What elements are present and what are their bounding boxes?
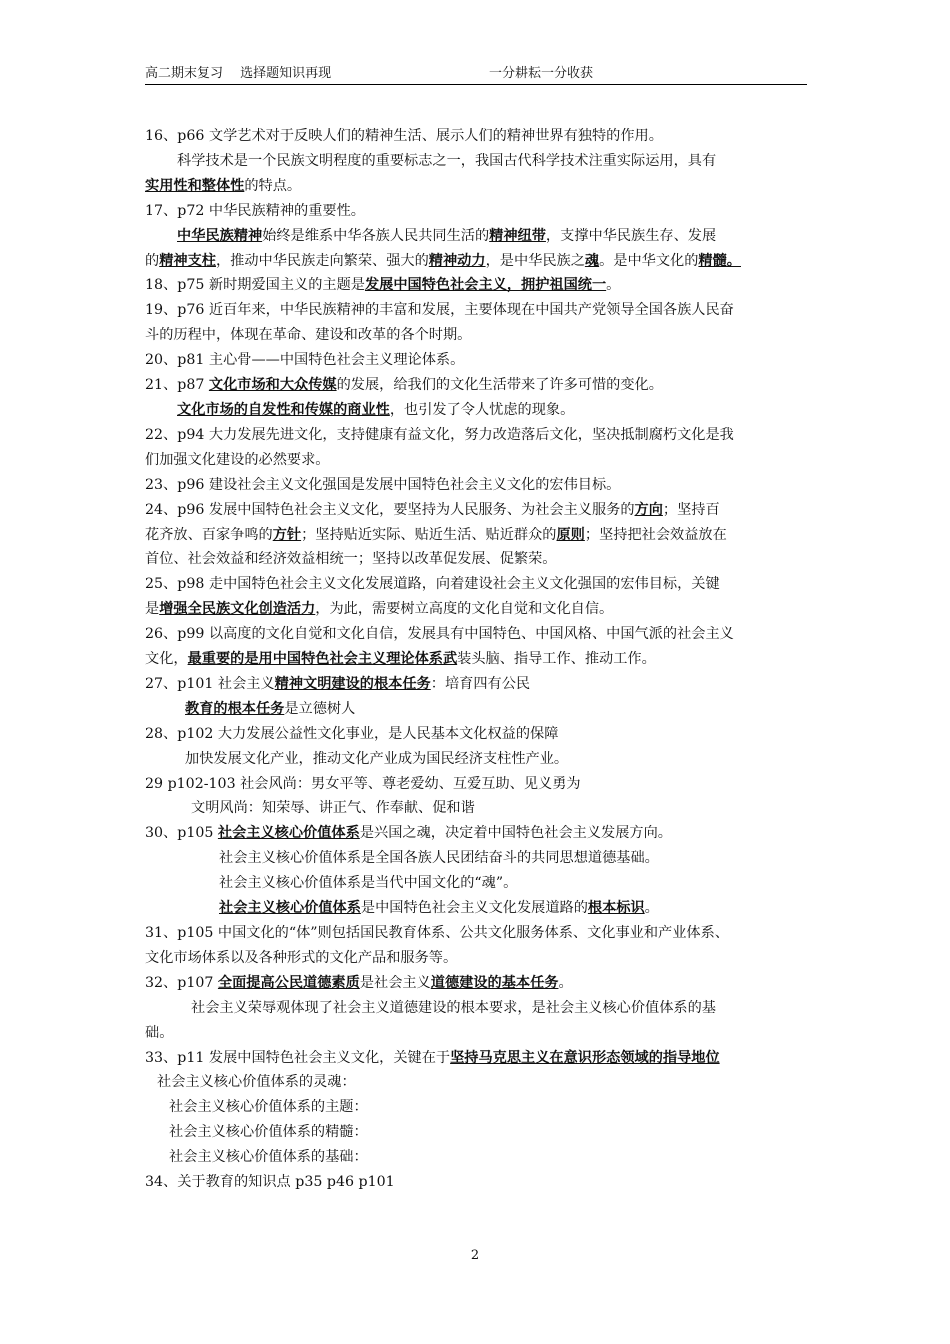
item-23: 23、p96 建设社会主义文化强国是发展中国特色社会主义文化的宏伟目标。 xyxy=(145,476,621,493)
header-right: 一分耕耘一分收获 xyxy=(489,66,594,81)
item-24: 24、p96 发展中国特色社会主义文化，要坚持为人民服务、为社会主义服务的方向；坚持百 xyxy=(145,501,720,518)
item-26-cont: 文化，最重要的是用中国特色社会主义理论体系武装头脑、指导工作、推动工作。 xyxy=(145,651,656,668)
item-33-soul: 社会主义核心价值体系的灵魂： xyxy=(157,1074,356,1091)
item-19: 19、p76 近百年来，中华民族精神的丰富和发展，主要体现在中国共产党领导全国各族人民奋 xyxy=(145,302,734,319)
item-19-cont: 斗的历程中，体现在革命、建设和改革的各个时期。 xyxy=(145,327,472,344)
item-26: 26、p99 以高度的文化自觉和文化自信，发展具有中国特色、中国风格、中国气派的社会主义 xyxy=(145,626,734,643)
item-22-cont: 们加强文化建设的必然要求。 xyxy=(145,451,330,468)
item-32-detail-cont: 础。 xyxy=(145,1024,174,1041)
item-24-cont: 花齐放、百家争鸣的方针；坚持贴近实际、贴近生活、贴近群众的原则；坚持把社会效益放在 xyxy=(145,526,727,543)
item-17: 17、p72 中华民族精神的重要性。 xyxy=(145,202,365,219)
page-number: 2 xyxy=(470,1248,480,1263)
item-21: 21、p87 文化市场和大众传媒的发展，给我们的文化生活带来了许多可惜的变化。 xyxy=(145,377,663,394)
item-20: 20、p81 主心骨——中国特色社会主义理论体系。 xyxy=(145,352,465,369)
item-31-cont: 文化市场体系以及各种形式的文化产品和服务等。 xyxy=(145,949,458,966)
document-body xyxy=(145,124,813,1195)
item-24-cont2: 首位、社会效益和经济效益相统一；坚持以改革促发展、促繁荣。 xyxy=(145,551,557,568)
item-31: 31、p105 中国文化的“体”则包括国民教育体系、公共文化服务体系、文化事业和产业体系、 xyxy=(145,925,729,941)
item-27: 27、p101 社会主义精神文明建设的根本任务：培育四有公民 xyxy=(145,675,531,692)
item-29: 29 p102-103 社会风尚：男女平等、尊老爱幼、互爱互助、见义勇为 xyxy=(145,775,581,792)
item-29-detail: 文明风尚：知荣辱、讲正气、作奉献、促和谐 xyxy=(191,800,475,817)
item-17-detail-cont: 的精神支柱，推动中华民族走向繁荣、强大的精神动力，是中华民族之魂。是中华文化的精髓。 xyxy=(145,252,741,269)
item-30-detail-3: 社会主义核心价值体系是中国特色社会主义文化发展道路的根本标识。 xyxy=(219,900,659,917)
item-22: 22、p94 大力发展先进文化，支持健康有益文化，努力改造落后文化，坚决抵制腐朽文化是我 xyxy=(145,426,734,443)
item-32: 32、p107 全面提高公民道德素质是社会主义道德建设的基本任务。 xyxy=(145,974,573,991)
item-25: 25、p98 走中国特色社会主义文化发展道路，向着建设社会主义文化强国的宏伟目标，关键 xyxy=(145,576,720,593)
item-33-theme: 社会主义核心价值体系的主题： xyxy=(169,1099,368,1116)
item-30-detail-1: 社会主义核心价值体系是全国各族人民团结奋斗的共同思想道德基础。 xyxy=(219,850,659,867)
item-28: 28、p102 大力发展公益性文化事业，是人民基本文化权益的保障 xyxy=(145,725,559,742)
item-17-detail: 中华民族精神始终是维系中华各族人民共同生活的精神纽带，支撑中华民族生存、发展 xyxy=(177,227,717,244)
item-30: 30、p105 社会主义核心价值体系是兴国之魂，决定着中国特色社会主义发展方向。 xyxy=(145,825,672,842)
item-18: 18、p75 新时期爱国主义的主题是发展中国特色社会主义，拥护祖国统一。 xyxy=(145,277,621,294)
page-header xyxy=(145,64,807,85)
item-16-detail-cont: 实用性和整体性的特点。 xyxy=(145,177,302,194)
item-33-foundation: 社会主义核心价值体系的基础： xyxy=(169,1149,368,1166)
item-32-detail: 社会主义荣辱观体现了社会主义道德建设的根本要求，是社会主义核心价值体系的基 xyxy=(191,999,716,1016)
item-33-essence: 社会主义核心价值体系的精髓： xyxy=(169,1124,368,1141)
item-21-detail: 文化市场的自发性和传媒的商业性，也引发了令人忧虑的现象。 xyxy=(177,401,575,418)
item-16: 16、p66 文学艺术对于反映人们的精神生活、展示人们的精神世界有独特的作用。 xyxy=(145,128,663,144)
item-27-detail: 教育的根本任务是立德树人 xyxy=(185,700,356,717)
item-30-detail-2: 社会主义核心价值体系是当代中国文化的“魂”。 xyxy=(219,875,518,892)
item-28-detail: 加快发展文化产业，推动文化产业成为国民经济支柱性产业。 xyxy=(185,750,569,767)
item-25-cont: 是增强全民族文化创造活力，为此，需要树立高度的文化自觉和文化自信。 xyxy=(145,601,614,618)
item-16-detail: 科学技术是一个民族文明程度的重要标志之一，我国古代科学技术注重实际运用，具有 xyxy=(177,152,717,169)
item-33: 33、p11 发展中国特色社会主义文化，关键在于坚持马克思主义在意识形态领域的指导地位 xyxy=(145,1049,720,1066)
item-34: 34、关于教育的知识点 p35 p46 p101 xyxy=(145,1174,395,1191)
header-left: 高二期末复习 选择题知识再现 xyxy=(145,66,332,81)
